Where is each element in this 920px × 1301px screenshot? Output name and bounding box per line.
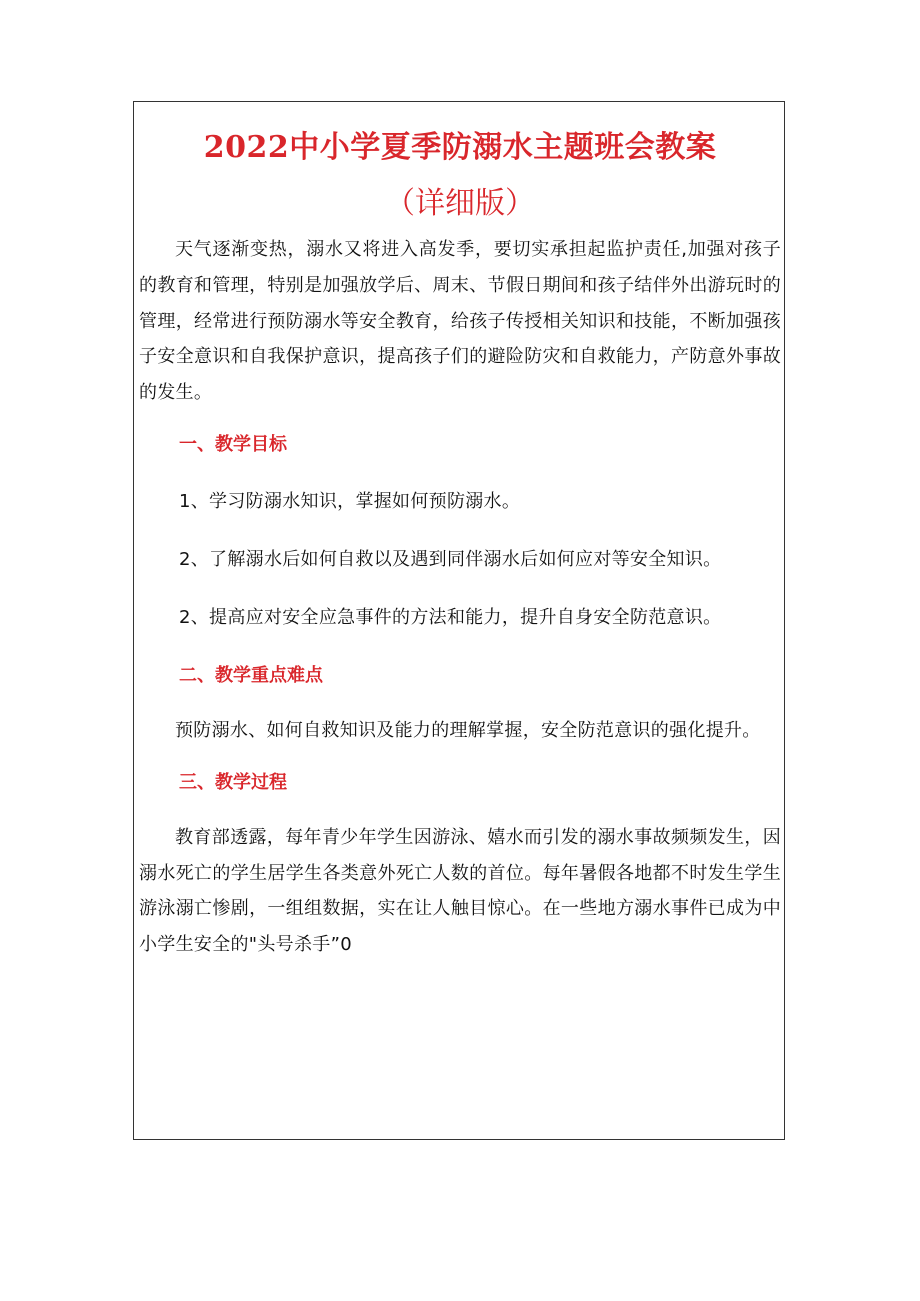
key-points-paragraph: 预防溺水、如何自救知识及能力的理解掌握，安全防范意识的强化提升。: [175, 719, 761, 741]
section-heading-process: 三、教学过程: [179, 771, 287, 793]
document-frame: [133, 101, 785, 1140]
section-heading-objectives: 一、教学目标: [179, 433, 287, 455]
document-content: [139, 120, 781, 963]
section-heading-key-points: 二、教学重点难点: [179, 664, 323, 686]
document-title: 2022中小学夏季防溺水主题班会教案: [203, 130, 717, 165]
objective-item: 2、提高应对安全应急事件的方法和能力，提升自身安全防范意识。: [179, 606, 722, 628]
intro-paragraph: 天气逐渐变热，溺水又将进入高发季，要切实承担起监护责任,加强对孩子的教育和管理，特别是加强放学后、周末、节假日期间和孩子结伴外出游玩时的管理，经常进行预防溺水等安全教育，给孩子传授相关知识和技能，不断加强孩子安全意识和自我保护意识，提高孩子们的避险防灾和自救能力，产防意外事故的发生。: [139, 239, 781, 404]
objective-item: 2、了解溺水后如何自救以及遇到同伴溺水后如何应对等安全知识。: [179, 548, 722, 570]
document-subtitle: （详细版）: [385, 186, 535, 221]
objective-item: 1、学习防溺水知识，掌握如何预防溺水。: [179, 490, 521, 512]
process-paragraph: 教育部透露，每年青少年学生因游泳、嬉水而引发的溺水事故频频发生，因溺水死亡的学生居学生各类意外死亡人数的首位。每年暑假各地都不时发生学生游泳溺亡惨剧，一组组数据，实在让人触目惊心。在一些地方溺水事件已成为中小学生安全的"头号杀手”0: [139, 826, 781, 956]
